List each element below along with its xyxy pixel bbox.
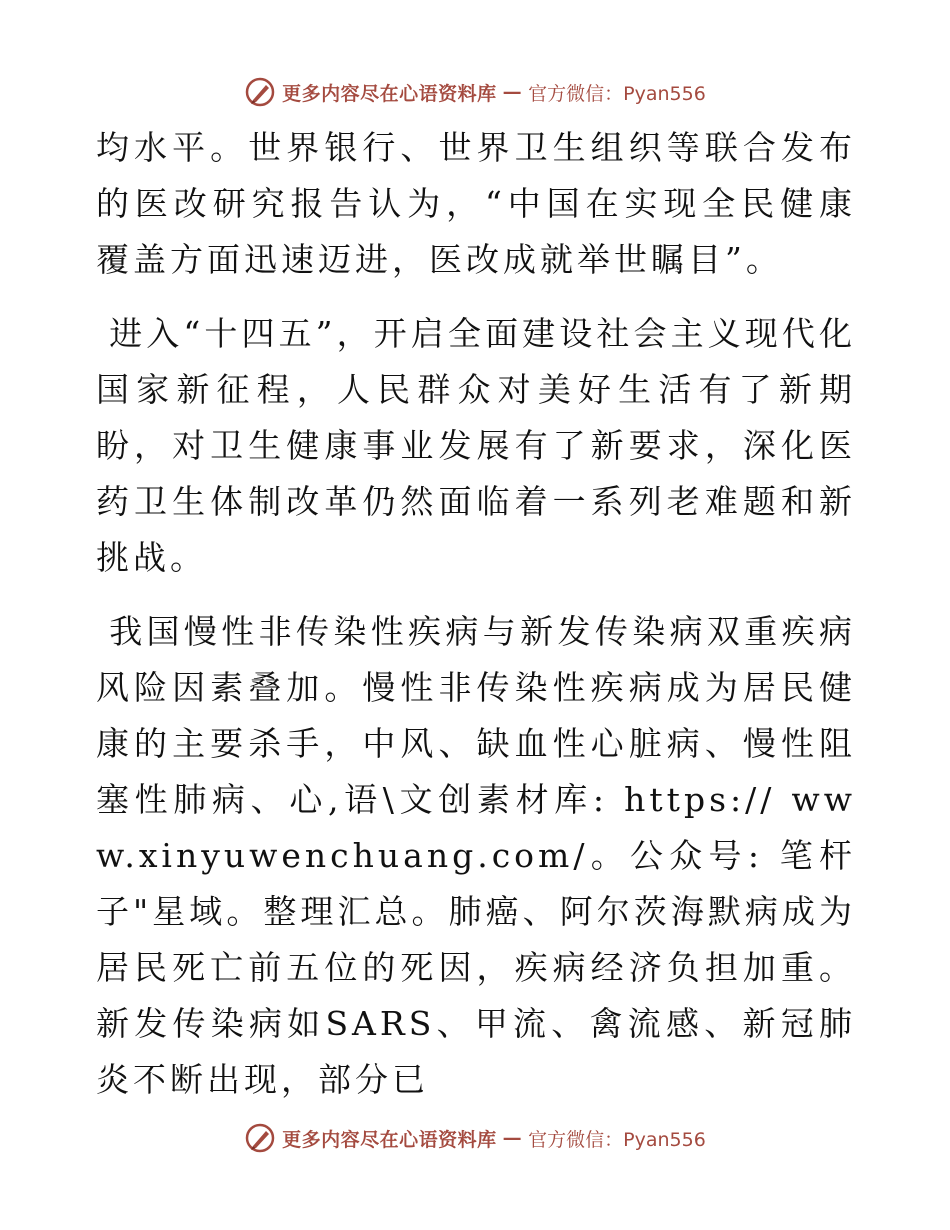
watermark-separator: — (502, 81, 523, 103)
watermark-brand-text: 更多内容尽在心语资料库 (282, 82, 497, 105)
paragraph-2: 进入“十四五”，开启全面建设社会主义现代化国家新征程，人民群众对美好生活有了新期盼，对卫生健康事业发展有了新要求，深化医药卫生体制改革仍然面临着一系列老难题和新挑战。 (96, 314, 856, 577)
document-body (96, 120, 856, 1108)
watermark-contact-text: 官方微信：Pyan556 (528, 82, 706, 105)
watermark-contact-text: 官方微信：Pyan556 (528, 1128, 706, 1151)
pen-circle-icon (244, 76, 276, 108)
paragraph-1: 均水平。世界银行、世界卫生组织等联合发布的医改研究报告认为，“中国在实现全民健康覆盖方面迅速迈进，医改成就举世瞩目”。 (96, 128, 856, 279)
watermark-separator: — (502, 1127, 523, 1149)
paragraph-3: 我国慢性非传染性疾病与新发传染病双重疾病风险因素叠加。慢性非传染性疾病成为居民健康的主要杀手，中风、缺血性心脏病、慢性阻塞性肺病、心,语\文创素材库: https:// www.xinyuwenchuang.com/。公众号: 笔杆子"星域。整理汇总。肺癌、阿尔茨海默病成为居民死亡前五位的死因，疾病经济负担加重。新发传染病如SARS、甲流、禽流感、新冠肺炎不断出现，部分已 (96, 612, 856, 1099)
watermark-brand-text: 更多内容尽在心语资料库 (282, 1128, 497, 1151)
header-watermark (0, 72, 950, 112)
footer-watermark (0, 1118, 950, 1158)
pen-circle-icon (244, 1122, 276, 1154)
